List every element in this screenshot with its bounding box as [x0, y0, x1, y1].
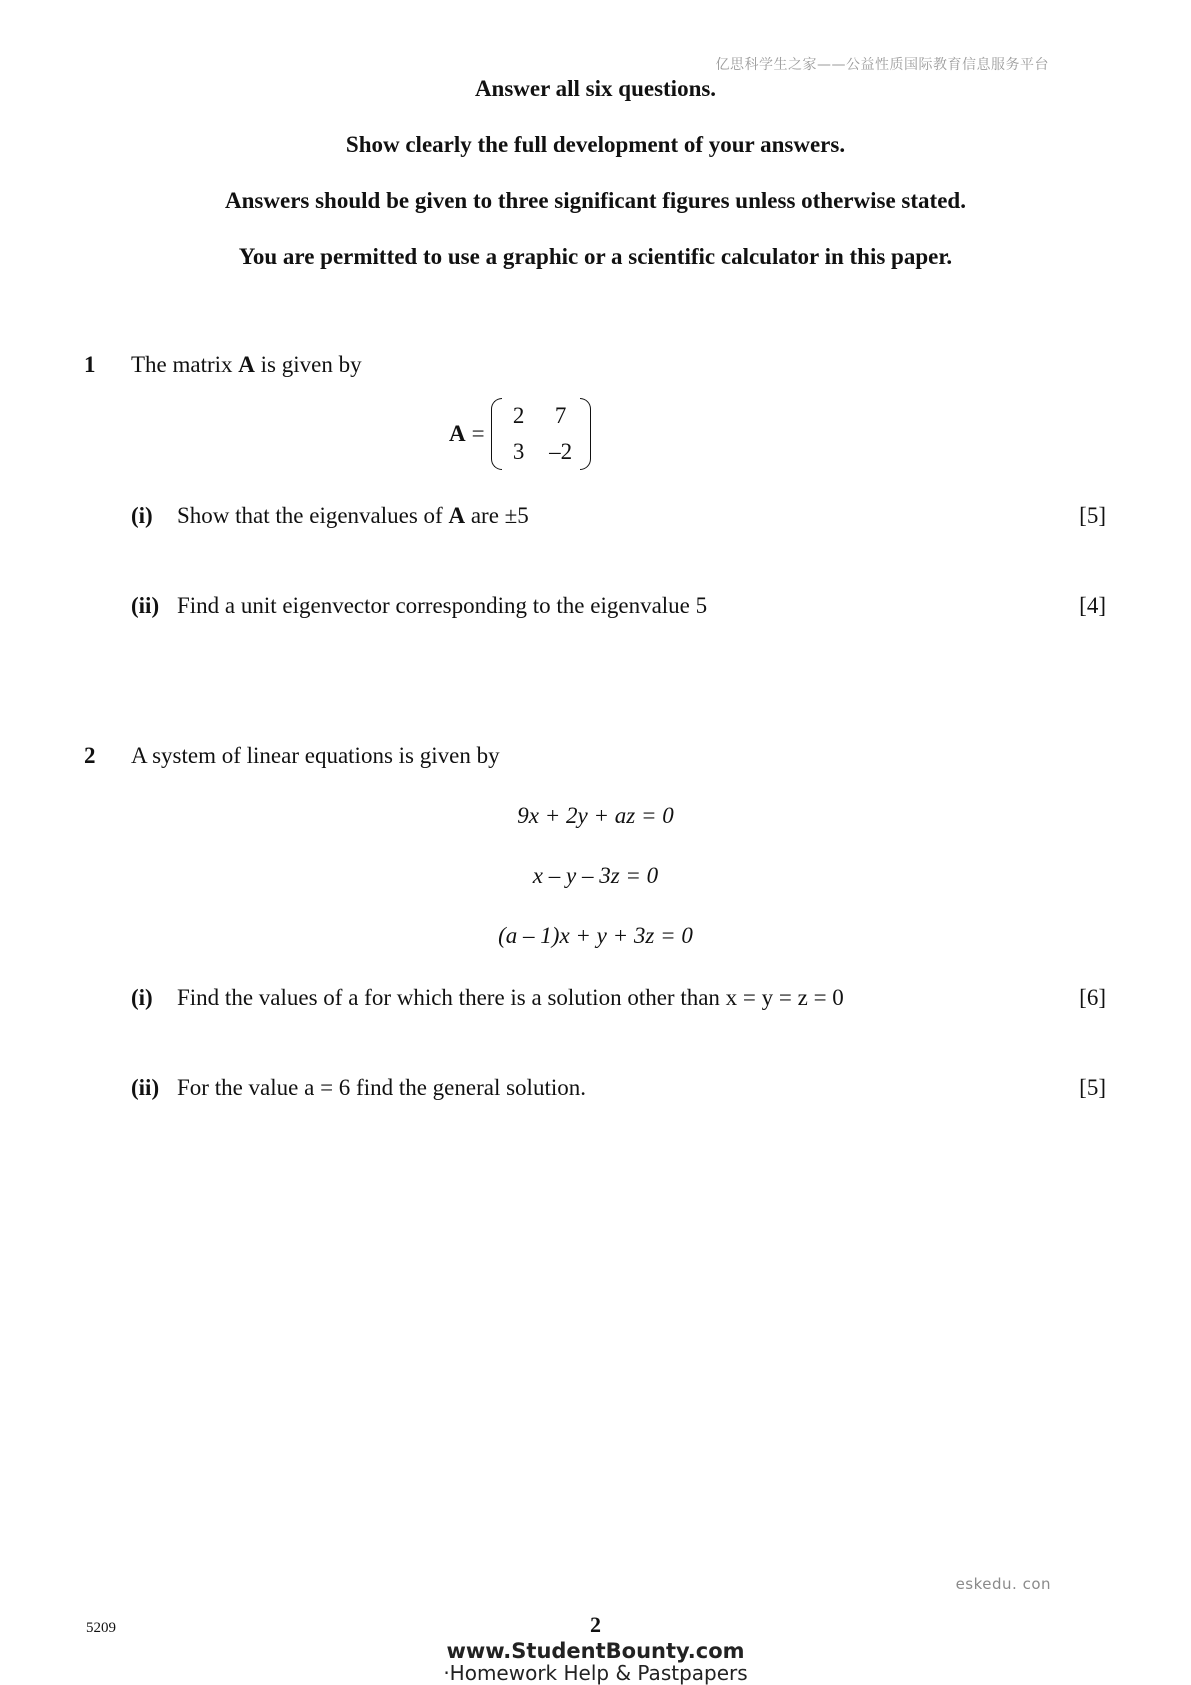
matrix-cell: 3 — [512, 439, 525, 464]
page-number: 2 — [590, 1612, 601, 1637]
question-1-part-ii: (ii) Find a unit eigenvector corresponding to the eigenvalue 5 — [131, 593, 708, 618]
part-label: (ii) — [131, 593, 160, 618]
logo-line-1: www.StudentBounty.com — [446, 1639, 745, 1663]
matrix-cell: 2 — [512, 403, 525, 428]
question-2-number: 2 — [84, 743, 96, 768]
question-2-intro: A system of linear equations is given by — [131, 743, 500, 768]
instruction-2: Show clearly the full development of your answers. — [345, 132, 846, 157]
equation-2: x – y – 3z = 0 — [532, 863, 659, 888]
question-2-part-i-marks: [6] — [1079, 985, 1106, 1010]
studentbounty-logo — [0, 1640, 1191, 1684]
matrix-cell: –2 — [549, 439, 573, 464]
equation-1: 9x + 2y + az = 0 — [517, 803, 674, 828]
equals-sign: = — [471, 421, 485, 446]
equation-3: (a – 1)x + y + 3z = 0 — [498, 923, 693, 948]
matrix-a — [449, 398, 591, 470]
watermark-bottom: eskedu. con — [955, 1575, 1051, 1593]
part-label: (i) — [131, 503, 153, 528]
question-1-number: 1 — [84, 352, 96, 377]
question-2-part-i: (i) Find the values of a for which there is a solution other than x = y = z = 0 — [131, 985, 844, 1010]
question-1-part-ii-marks: [4] — [1079, 593, 1106, 618]
matrix-body — [491, 398, 591, 470]
paper-code: 5209 — [86, 1620, 116, 1636]
question-2-part-ii: (ii) For the value a = 6 find the general solution. — [131, 1075, 586, 1100]
question-1-part-i-marks: [5] — [1079, 503, 1106, 528]
question-1-part-i: (i) Show that the eigenvalues of A are ±5 — [131, 503, 529, 528]
instruction-3: Answers should be given to three significant figures unless otherwise stated. — [225, 188, 966, 213]
matrix-cell: 7 — [554, 403, 567, 428]
watermark-top: 亿思科学生之家——公益性质国际教育信息服务平台 — [715, 57, 1049, 73]
part-label: (i) — [131, 985, 153, 1010]
instruction-4: You are permitted to use a graphic or a scientific calculator in this paper. — [238, 244, 953, 269]
part-label: (ii) — [131, 1075, 160, 1100]
matrix-label: A — [449, 421, 466, 446]
question-1-intro: The matrix A is given by — [131, 352, 362, 377]
question-2-part-ii-marks: [5] — [1079, 1075, 1106, 1100]
logo-line-2: ·Homework Help & Pastpapers — [443, 1661, 748, 1685]
instruction-1: Answer all six questions. — [474, 76, 717, 101]
